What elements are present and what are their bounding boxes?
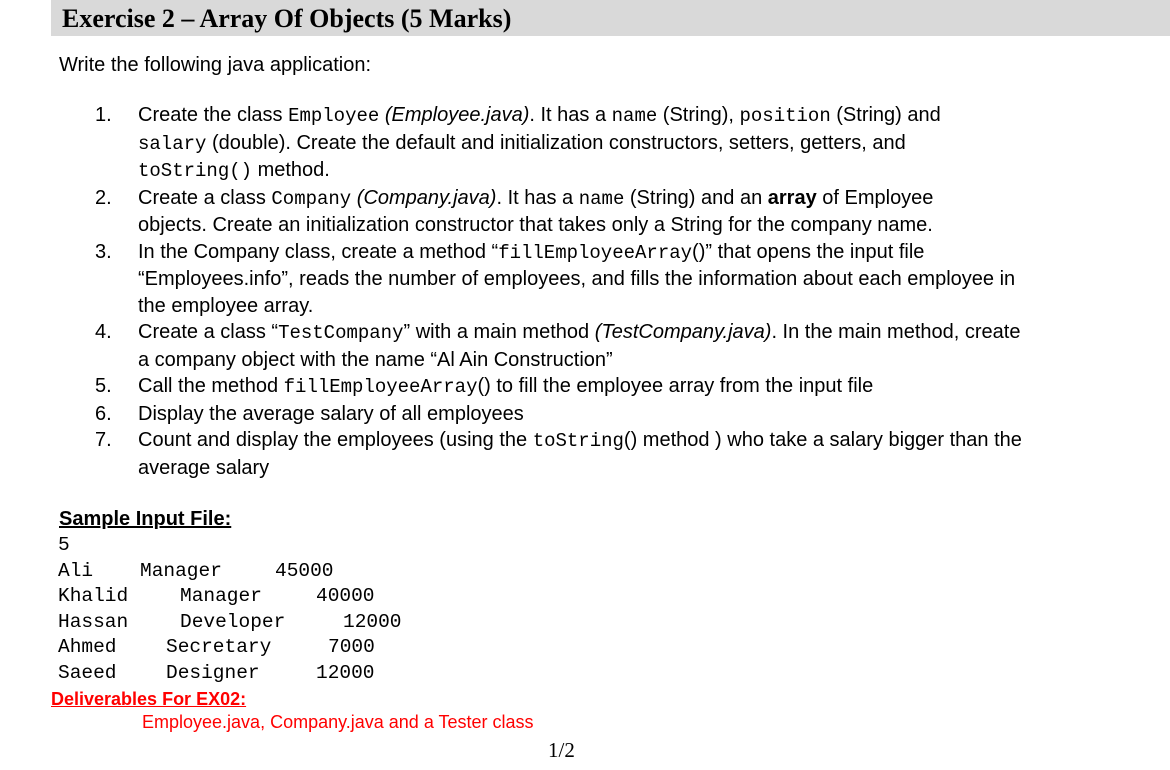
task-line [138,293,1155,320]
sample-input-heading: Sample Input File: [59,508,232,530]
task-item [95,401,1155,428]
employee-salary: 12000 [343,610,402,633]
filename-text: (Employee.java) [384,104,530,126]
code-text: name [578,187,625,210]
employee-salary: 7000 [328,636,375,659]
task-text: . In the main method, create [771,321,1021,343]
task-item [95,373,1155,401]
task-text: Call the method [138,375,284,397]
code-text: TestCompany [278,322,404,344]
task-line [138,157,1155,185]
task-text: In the Company class, create a method “ [138,240,499,263]
task-line [138,455,1155,482]
task-text: ()” that opens the input file [692,240,925,263]
task-line [138,347,1155,374]
task-line [138,266,1155,293]
code-text: Company [271,187,352,210]
task-number: 7. [95,429,112,451]
task-item [95,102,1155,185]
deliverables-heading: Deliverables For EX02: [51,689,247,709]
sample-row [58,610,402,636]
page-number: 1/2 [548,738,575,762]
intro-text: Write the following java application: [59,54,372,76]
employee-name: Saeed [58,661,117,684]
employee-position: Manager [180,585,262,608]
code-text: fillEmployeeArray [498,241,693,264]
employee-name: Ali [58,559,94,582]
task-text: (double). Create the default and initialization constructors, setters, getters, and [206,131,906,154]
task-text: the employee array. [138,294,314,317]
employee-name: Khalid [58,585,129,608]
code-text: salary [138,132,207,155]
employee-salary: 40000 [316,585,375,608]
sample-row [58,635,375,661]
task-line [138,102,1155,130]
employee-position: Designer [166,661,260,684]
employee-position: Secretary [166,636,272,659]
code-text: toString() [138,160,253,182]
task-item [95,185,1155,239]
task-line [138,427,1155,455]
task-line [138,130,1155,158]
task-item [95,319,1155,373]
filename-text: (TestCompany.java) [594,321,772,343]
task-text: . It has a [529,104,612,126]
task-number: 3. [95,240,112,263]
task-text: objects. Create an initialization constructor that takes only a String for the company name. [138,214,933,236]
filename-text: (Company.java) [356,186,497,209]
task-text: (String) and [830,104,941,126]
task-list [95,102,1155,481]
task-number: 2. [95,186,112,209]
task-line [138,239,1155,267]
employee-name: Ahmed [58,636,117,659]
employee-name: Hassan [58,610,129,633]
task-text: ” with a main method [403,321,595,343]
employee-count: 5 [58,534,70,556]
deliverables-text: Employee.java, Company.java and a Tester class [142,712,534,732]
code-text: name [611,105,658,127]
employee-position: Developer [180,610,286,633]
sample-row [58,661,375,687]
task-text: Create a class [138,186,272,209]
task-text: of Employee [816,186,934,209]
sample-row [58,559,334,585]
task-text: . It has a [496,186,579,209]
task-item [95,427,1155,481]
task-text: Count and display the employees (using the [138,429,533,451]
task-text: “Employees.info”, reads the number of employees, and fills the information about each employee in [138,268,1016,290]
sample-row [58,584,375,610]
task-text: average salary [138,456,270,479]
task-text: (String), [657,104,740,126]
task-line [138,212,1155,239]
task-number: 5. [95,375,112,397]
task-text: () method ) who take a salary bigger than the [623,429,1022,451]
task-number: 1. [95,104,112,126]
task-text: Display the average salary of all employees [138,402,524,425]
task-item [95,239,1155,320]
task-text: Create a class “ [138,321,279,343]
code-text: Employee [288,105,380,127]
exercise-title: Exercise 2 – Array Of Objects (5 Marks) [62,4,512,33]
code-text: toString [532,430,624,452]
task-text: (String) and an [624,186,768,209]
task-text: a company object with the name “Al Ain Construction” [138,348,613,371]
code-text: fillEmployeeArray [283,376,478,398]
task-number: 4. [95,321,112,343]
task-number: 6. [95,402,112,425]
task-text: method. [252,159,330,181]
task-text: () to fill the employee array from the input file [477,375,874,397]
task-line [138,319,1155,347]
bold-text: array [767,186,817,209]
code-text: position [739,105,831,127]
task-text: Create the class [138,104,289,126]
task-line [138,401,1155,428]
task-line [138,185,1155,213]
employee-position: Manager [140,559,222,582]
task-line [138,373,1155,401]
employee-salary: 12000 [316,661,375,684]
sample-input-file [58,533,402,687]
employee-salary: 45000 [275,559,334,582]
